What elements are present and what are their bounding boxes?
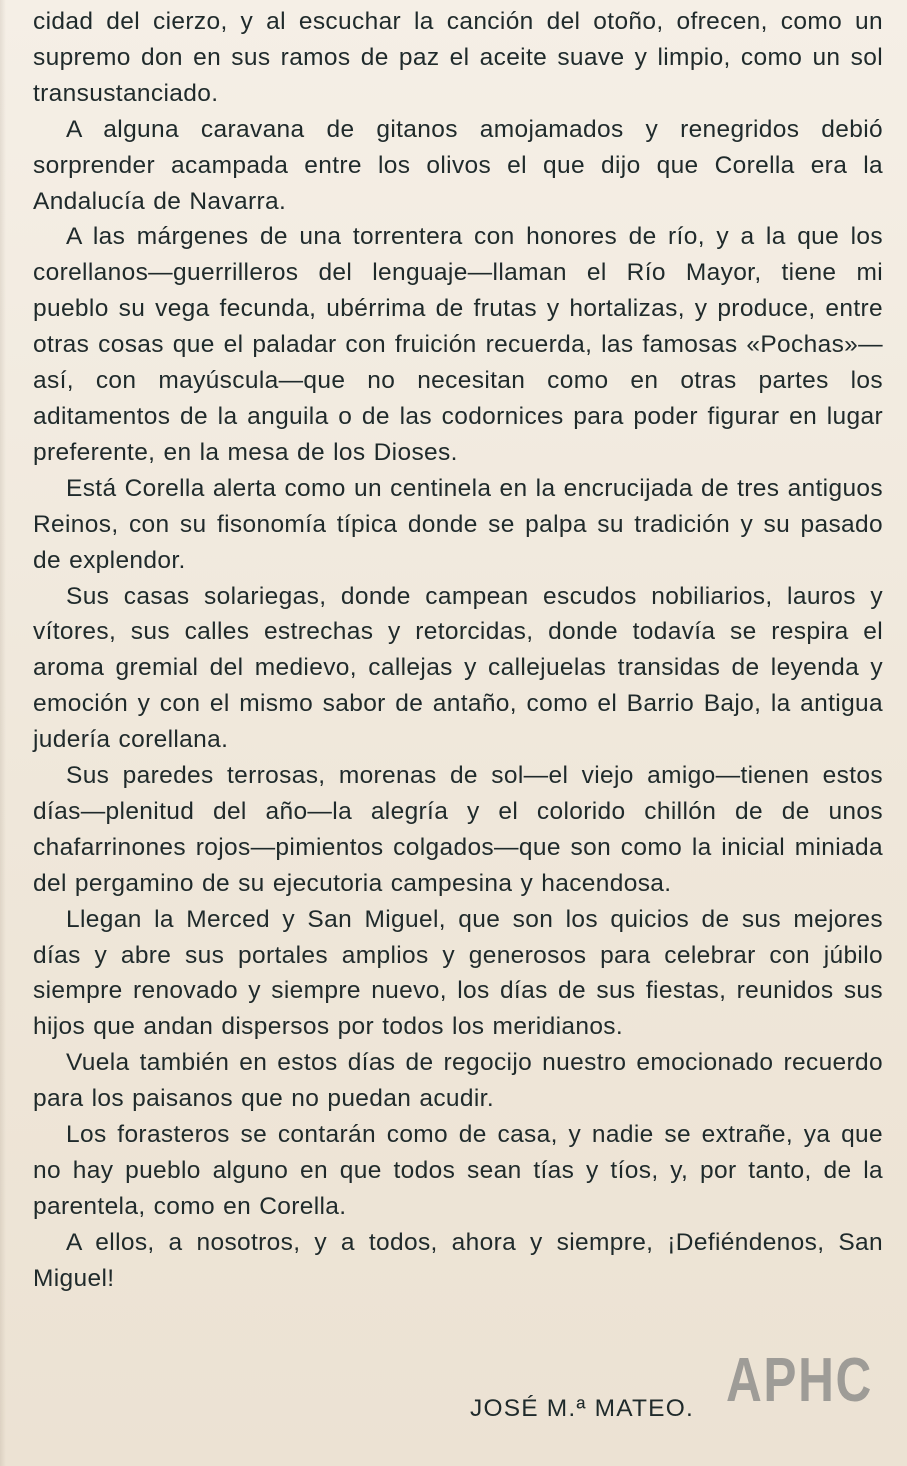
paragraph-6: Sus paredes terrosas, morenas de sol—el viejo amigo—tienen estos días—plenitud del año—la alegría y el colorido chillón de de unos chafarrinones rojos—pimientos colgados—que son como la inicial miniada del pergamino de su ejecutoria campesina y hacendosa. bbox=[33, 762, 883, 897]
paragraph-8: Vuela también en estos días de regocijo nuestro emocionado recuerdo para los paisanos que no puedan acudir. bbox=[33, 1049, 883, 1113]
article-body bbox=[33, 4, 883, 1297]
paragraph-5: Sus casas solariegas, donde campean escudos nobiliarios, lauros y vítores, sus calles estrechas y retorcidas, donde todavía se respira el aroma gremial del medievo, callejas y callejuelas transidas de leyenda y emoción y con el mismo sabor de antaño, como el Barrio Bajo, la antigua judería corellana. bbox=[33, 582, 883, 754]
paragraph-7: Llegan la Merced y San Miguel, que son los quicios de sus mejores días y abre sus portales amplios y generosos para celebrar con júbilo siempre renovado y siempre nuevo, los días de sus fiestas, reunidos sus hijos que andan dispersos por todos los meridianos. bbox=[33, 905, 883, 1041]
paragraph-3: A las márgenes de una torrentera con honores de río, y a la que los corellanos—guerrilleros del lenguaje—llaman el Río Mayor, tiene mi pueblo su vega fecunda, ubérrima de frutas y hortalizas, y produce, entre otras cosas que el paladar con fruición recuerda, las famosas «Pochas»—así, con mayúscula—que no necesitan como en otras partes los aditamentos de la anguila o de las codornices para poder figurar en lugar preferente, en la mesa de los Dioses. bbox=[33, 223, 883, 466]
paragraph-2: A alguna caravana de gitanos amojamados y renegridos debió sorprender acampada entre los olivos el que dijo que Corella era la Andalucía de Navarra. bbox=[33, 115, 883, 215]
author-signature: JOSÉ M.ª MATEO. bbox=[470, 1395, 694, 1422]
paragraph-10: A ellos, a nosotros, y a todos, ahora y siempre, ¡Defiéndenos, San Miguel! bbox=[33, 1228, 883, 1292]
paragraph-4: Está Corella alerta como un centinela en la encrucijada de tres antiguos Reinos, con su fisonomía típica donde se palpa su tradición y su pasado de explendor. bbox=[33, 474, 883, 574]
archive-watermark: APHC bbox=[726, 1346, 873, 1415]
paragraph-9: Los forasteros se contarán como de casa, y nadie se extrañe, ya que no hay pueblo alguno en que todos sean tías y tíos, y, por tanto, de la parentela, como en Corella. bbox=[33, 1121, 883, 1220]
paragraph-1: cidad del cierzo, y al escuchar la canción del otoño, ofrecen, como un supremo don en sus ramos de paz el aceite suave y limpio, como un sol transustanciado. bbox=[33, 8, 883, 107]
